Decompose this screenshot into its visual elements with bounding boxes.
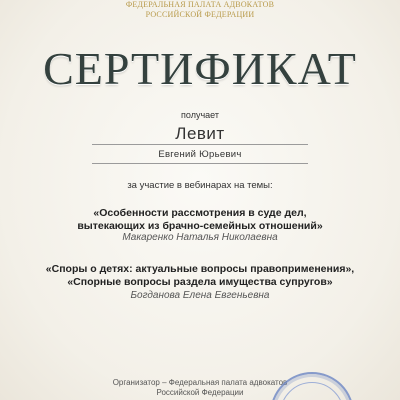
webinar-2-author: Богданова Елена Евгеньевна: [130, 290, 270, 301]
webinar-2-topic-line-1: «Споры о детях: актуальные вопросы правоприменения»,: [45, 263, 355, 275]
organizer-line-2: Российской Федерации: [156, 388, 244, 397]
issuer-line-1: ФЕДЕРАЛЬНАЯ ПАЛАТА АДВОКАТОВ: [125, 0, 275, 9]
webinar-1-author: Макаренко Наталья Николаевна: [122, 232, 278, 243]
surname-underline: [92, 144, 308, 145]
webinar-2-topic: [20, 263, 380, 288]
certificate-title: СЕРТИФИКАТ: [43, 43, 357, 94]
webinar-1-topic-line-2: вытекающих из брачно-семейных отношений»: [77, 219, 323, 232]
organizer-line-1: Организатор – Федеральная палата адвокатов: [112, 378, 288, 387]
stamp-seal: [270, 372, 354, 400]
webinars-intro: за участие в вебинарах на темы:: [127, 180, 273, 191]
webinar-2-topic-line-2: «Спорные вопросы раздела имущества супругов»: [67, 275, 333, 288]
webinar-1-topic: [20, 207, 380, 232]
recipient-first-patronymic: Евгений Юрьевич: [158, 149, 242, 160]
issuer-line-2: РОССИЙСКОЙ ФЕДЕРАЦИИ: [145, 10, 255, 19]
webinar-1-topic-line-1: «Особенности рассмотрения в суде дел,: [93, 207, 307, 219]
stamp-seal-inner-ring: [280, 382, 344, 400]
name-underline: [92, 163, 308, 164]
recipient-surname: Левит: [175, 124, 225, 143]
issuer-header: [0, 0, 400, 20]
receives-label: получает: [181, 110, 219, 120]
